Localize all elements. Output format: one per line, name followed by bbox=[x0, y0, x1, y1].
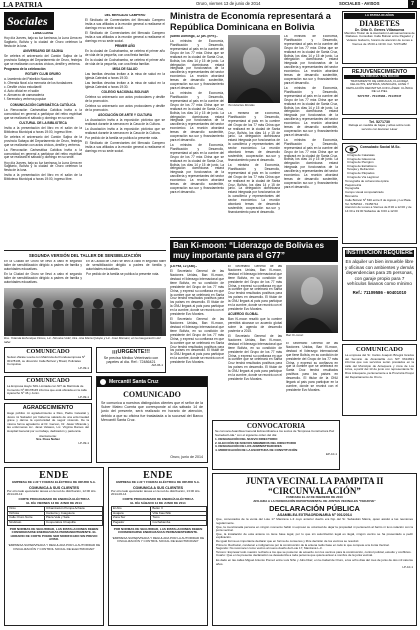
institucion-ref: Ref.: 71109586 - 60401010 bbox=[352, 289, 407, 295]
ende-zones-table bbox=[7, 506, 103, 525]
primer-body-extra: En la ciudad de Cochabamba, se celebra el primer año de vida de la pequeña, con una fiesta familiar. bbox=[85, 58, 165, 66]
junta-point: Segundo: No reconocer como vecino al nuevo dueño del Lote 17, Manzana L-3. bbox=[216, 546, 323, 551]
comunicado-nelson bbox=[4, 347, 92, 373]
rejuv-body: TRATAMIENTO DE ARRUGAS, FLACIDEZ, CELULITIS, ESTRÍAS, MANCHAS, ACNÉ Y DEPILACIÓN DEFINITIVA CON LÁSER. CLÍNICA DE LA PIEL bbox=[346, 78, 413, 94]
ende-heading: COMUNICA A SUS CLIENTES bbox=[28, 485, 80, 490]
junta-point: Cuarto: Que en la presente declaración se desautoriza a toda persona que quiera actuar a nombre de la junta vecinal. bbox=[216, 553, 373, 558]
comunicado-heading: COMUNICADO bbox=[26, 349, 70, 355]
ministra-headline: Ministra de Economía representará a República Dominicana en Bolivia bbox=[170, 11, 331, 32]
primer-body: En la ciudad de Cochabamba, se celebra el primer año de vida de la pequeña, con una fiesta familiar. bbox=[85, 49, 165, 57]
colegio-body: Celebra su aniversario con actos protocolares y desfile de la promoción. bbox=[85, 95, 165, 104]
mercantil-name: Mercantil Santa Cruz bbox=[109, 379, 159, 385]
sociales-column-1 bbox=[4, 32, 82, 248]
pedido-body: Por pedido de la familia se publica la presente nota. bbox=[85, 136, 159, 141]
issue-date: Oruro, viernes 13 de junio de 2014 bbox=[196, 1, 261, 6]
carismatica-body-extra: La Renovación Carismática Católica invita a la comunidad en general a participar del retiro espiritual que se realizará el sábado y domingo en su sede. bbox=[4, 147, 82, 160]
ende-schedule-heading: CORTE PROGRAMADO DE ENERGÍA ELÉCTRICA bbox=[122, 496, 194, 501]
consulado-address: Calle Bolívar Nº 630 entre 6 de Agosto y La Plata. Tel. 5252510 - 72456712 bbox=[345, 198, 412, 206]
portrait-silhouette bbox=[286, 265, 338, 333]
list-item: f. Serenata y verbena popular bbox=[4, 96, 46, 101]
list-item: d. Acto oficial en el salón bbox=[4, 88, 40, 93]
ministra-body-extra2: La ministra de Economía, Planificación y Desarrollo, representará al país en la cumbre del Grupo de los 77 más China que se realizará en la ciudad de Santa Cruz, Bolivia, los días 14 y 15 de junio. La delegación dominicana estará integrada por funcionarios de la cancillería y representantes del sector económico. La reunión abordará temas de desarrollo sostenible, cooperación sur-sur y financiamiento para el desarrollo. bbox=[170, 143, 224, 194]
aniversario-heading: ANIVERSARIO DE SAJINA bbox=[22, 49, 64, 53]
aniversario-body: Se celebra el aniversario del Cantón Sajina de la provincia Sabaya del Departamento de Oruro, festejos que se realizarán con actos cívicos, desfile y verbena. bbox=[4, 54, 82, 66]
table-cell: Calle Oruro Norte bbox=[8, 516, 45, 521]
misa-body: Las familias devotas invitan a la misa de salud en la Iglesia Catedral a horas 19:30. bbox=[85, 72, 165, 80]
bank-logo-icon bbox=[100, 379, 106, 385]
ende-body: Por otro lado ejecutarán tareas en la red de distribución, 13:00 Hrs. 2014-06-14 bbox=[111, 488, 201, 497]
list-item: Cirugía de Glaucoma bbox=[347, 156, 376, 161]
luna-heading: LUNA LLENA bbox=[32, 32, 54, 35]
ministra-body-extra: La ministra de Economía, Planificación y Desarrollo, representará al país en la cumbre del Grupo de los 77 más China que se realizará en la ciudad de Santa Cruz, Bolivia, los días 14 y 15 de junio. La delegación dominicana estará integrada por funcionarios de la cancillería y representantes del sector económico. La reunión abordará temas de desarrollo sostenible, cooperación sur-sur y financiamiento para el desarrollo. bbox=[228, 162, 280, 214]
ende-company: EMPRESA DE LUZ Y FUERZA ELÉCTRICA DE ORURO S.A. bbox=[116, 480, 200, 484]
urgente-ad bbox=[96, 347, 166, 373]
banki-body-extra: El Secretario General de las Naciones Unidas, Ban Ki-moon, destacó el liderazgo internacional que tiene Bolivia, en su condición de presidente del Grupo de los 77 más China, y expresó su confianza en que la cumbre que se celebrará en Santa Cruz tendrá resultados positivos para los países en desarrollo. El titular de la ONU llegará al país para participar en la cumbre, donde se reunirá con el presidente Evo Morales. bbox=[228, 333, 282, 381]
banki-column-2 bbox=[228, 265, 282, 415]
convocatoria-body: Se convoca Asamblea General Extraordinaria a los socios de "Empresa Constructora Paz Sociedad Ltda." con el siguiente orden del día: bbox=[215, 429, 335, 437]
carismatica-body: La Renovación Carismática Católica invita a la comunidad en general a participar del retiro espiritual que se realizará el sábado y domingo en su sede. bbox=[4, 107, 82, 120]
misa-body-extra: Las familias devotas invitan a la misa de salud en la Iglesia Catedral a horas 19:30. bbox=[85, 81, 165, 89]
cultural-body-extra: Se celebra el aniversario del Cantón Sajina de la provincia Sabaya del Departamento de Oruro, festejos que se realizarán con actos cívicos, desfile y verbena. bbox=[4, 134, 82, 147]
ende-company: EMPRESA DE LUZ Y FUERZA ELÉCTRICA DE ORURO S.A. bbox=[12, 480, 96, 484]
list-item: 1. DESIGNACIÓN DEL NUEVO DIRECTORIO bbox=[215, 437, 278, 442]
cultural-heading: CULTURAL DE LA BIBLIOTECA bbox=[19, 120, 67, 125]
comunicado-hayto bbox=[4, 376, 92, 400]
table-cell: Urbanización Pumpa Achieta bbox=[45, 507, 103, 512]
comunicado-heading: COMUNICADO bbox=[356, 346, 403, 353]
agradecimiento-heading: AGRADECIMIENTO bbox=[22, 405, 74, 411]
junta-intro: Que, convocados de la venta del Lote 17 Manzana L-3 cuyo anterior dueño era hijo del Sr. Sebastián Marca, quien asistió a las reuniones regularmente. bbox=[216, 517, 413, 525]
cultural-body-extra2: Invita a la presentación del libro en el salón de la Biblioteca Municipal a horas 19:00, ingreso libre. bbox=[4, 173, 82, 182]
paper-name: LA PATRIA bbox=[3, 0, 43, 9]
diabetes-title: DIABETES bbox=[359, 18, 400, 28]
table-cell: Cooperativa Chuquilla bbox=[45, 520, 103, 525]
ende-body: Por otro lado ejecutarán tareas en la red de distribución, 12:00 Hrs. 2014-06-13 bbox=[7, 488, 97, 497]
list-item: a. Izamiento del Pabellón Nacional bbox=[4, 77, 54, 82]
ende-regulator: “EMPRESA SUPERVISADA Y REGULADA POR LA AUTORIDAD DE FISCALIZACIÓN Y CONTROL SOCIAL DE ELECTRICIDAD” bbox=[7, 542, 101, 551]
table-row bbox=[112, 520, 207, 525]
urgente-heading: ¡¡¡URGENTE!!! bbox=[112, 349, 150, 355]
mercantil-body: Se comunica a nuestros distinguidos clientes que el señor de la Suber Mateo Cuenta que corresponde al día sábado 14 de junio del presente, será realizado en horario de atención, debido a que su oficina fue trasladada a la sucursal del Banco Mercantil Santa Cruz. bbox=[101, 401, 203, 422]
agradecimiento-ad bbox=[4, 403, 92, 463]
comunicado-body: La empresa del Sr. Carlos Joaquín Briegrá Grados del Servicio de Alcantarilla con NIT 6614821 informa que sus servicios serán prestados en la calle del Municipio de Antequera y zona de Los Lirios, a partir del 13 de junio con representante Sr. Ríos Antequera, perteneciente a la Provincia Poopó del Departamento de Oruro. bbox=[345, 353, 414, 379]
table-cell: El Alto bbox=[112, 507, 151, 512]
comunicado-heading: COMUNICADO bbox=[26, 378, 70, 384]
page-number: 7 bbox=[408, 0, 417, 8]
list-item: Biometría bbox=[345, 193, 358, 198]
junta-paragraph: Que, la mencionada persona en ningún momento habló ni expresó su voluntad de dejar la propiedad ni perteneció al barrio ni tuvo relación con la junta vecinal. bbox=[216, 524, 413, 533]
ende-zones-table bbox=[111, 506, 207, 525]
bienes-body: Rebaja en medida de bajas y alzas sobre todo servicio con Escáner Láser bbox=[348, 123, 411, 131]
mercantil-heading: COMUNICADO bbox=[123, 390, 181, 399]
rotary-heading: ROTARY CLUB ORURO bbox=[25, 72, 61, 77]
ministra-body: La ministra de Economía, Planificación y Desarrollo, representará al país en la cumbre del Grupo de los 77 más China que se realizará en la ciudad de Santa Cruz, Bolivia, los días 14 y 15 de junio. La delegación dominicana estará integrada por funcionarios de la cancillería y representantes del sector económico. La reunión abordará temas de desarrollo sostenible, cooperación sur-sur y financiamiento para el desarrollo. bbox=[170, 39, 224, 90]
list-item: Cirugía de Vía Lagrimal bbox=[347, 174, 379, 179]
taller-text-extra: En la Ciudad de Oruro se llevó a cabo el segundo taller de sensibilización dirigido a padres de familia y autoridades educativas. bbox=[4, 271, 82, 284]
ministra-column-3 bbox=[284, 35, 338, 235]
bienes-title: Tel. 5271730 bbox=[369, 120, 390, 124]
banki-subhead: ACUERDO GLOBAL bbox=[228, 312, 259, 317]
taller-text: En la Ciudad de Oruro se llevó a cabo el segundo taller de sensibilización dirigido a padres de familia y autoridades educativas. bbox=[86, 260, 166, 271]
list-item: 3. DESIGNACIÓN DE LOS ADMINISTRADORES bbox=[215, 444, 282, 449]
ministra-caption: Temístocles Montás bbox=[228, 103, 255, 107]
misa-heading: MISA DE SALUD bbox=[112, 67, 138, 71]
institucion-body: En alquiler un bien inmueble libre y oficinas con ambientes y demás dependencias para 25 personas, con garaje propio para 7 vehículos livianos como mínimo bbox=[345, 259, 414, 287]
mercado-body-extra2: El Sindicato de Comerciantes del Mercado Campero invita a sus afiliados a la reunión general a realizarse el domingo en su sede social. bbox=[85, 141, 165, 154]
ende-schedule-heading: CORTE PROGRAMADO DE ENERGÍA ELÉCTRICA bbox=[18, 496, 90, 501]
table-cell: Huajara bbox=[112, 511, 151, 516]
ministra-body-extra: La ministra de Economía, Planificación y Desarrollo, representará al país en la cumbre del Grupo de los 77 más China que se realizará en la ciudad de Santa Cruz, Bolivia, los días 14 y 15 de junio. La delegación dominicana estará integrada por funcionarios de la cancillería y representantes del sector económico. La reunión abordará temas de desarrollo sostenible, cooperación sur-sur y financiamiento para el desarrollo. bbox=[170, 91, 224, 142]
ministra-body-extra: La ministra de Economía, Planificación y Desarrollo, representará al país en la cumbre del Grupo de los 77 más China que se realizará en la ciudad de Santa Cruz, Bolivia, los días 14 y 15 de junio. La delegación dominicana estará integrada por funcionarios de la cancillería y representantes del sector económico. La reunión abordará temas de desarrollo sostenible, cooperación sur-sur y financiamiento para el desarrollo. bbox=[284, 85, 338, 137]
junta-paragraph: De igual forma es importante declarar que en forma de consenso y libre decisión de los vecinos se resolvió: bbox=[216, 538, 360, 543]
programa-heading: Programa de la celebración bbox=[4, 67, 46, 71]
table-cell: Toms bbox=[151, 516, 207, 521]
ende-schedule-date: EL DÍA VIERNES 13 DE JUNIO DE 2014 bbox=[26, 500, 82, 505]
divider bbox=[170, 237, 338, 238]
rejuv-subtitle: SIN CIRUGÍA Y SIN DOLOR bbox=[344, 75, 415, 79]
banki-body-extra: El Secretario General de las Naciones Unidas, Ban Ki-moon, destacó el liderazgo internacional que tiene Bolivia, en su condición de presidente del Grupo de los 77 más China, y expresó su confianza en que la cumbre que se celebrará en Santa Cruz tendrá resultados positivos para los países en desarrollo. El titular de la ONU llegará al país para participar en la cumbre, donde se reunirá con el presidente Evo Morales. bbox=[170, 317, 224, 365]
table-cell: Pagador bbox=[112, 520, 151, 525]
junta-point: Primero: Rechazar, condenar e indignarnos por la construcción de la antena radio base en todo lo que compete a la Junta Vecinal. bbox=[216, 542, 390, 547]
agradecimiento-body: Hago público mi agradecimiento a Dios, Padre Celestial y Jesús mi Salvador por haberme salvado de una enfermedad grave y darme la oportunidad de seguir viviendo. De la misma forma agradezco al Dr. Gerson, Dr. Javier Miranda y las enfermeras Lic. Janet Velasco, Lic. Virginia Ramos del Hospital General por su trabajo, dedicación y paciencia. bbox=[7, 411, 89, 433]
table-cell: Cochabamba bbox=[151, 520, 207, 525]
header-bar bbox=[0, 0, 420, 9]
junta-affiliation: AFILIADA A LA FEDERACIÓN DEPARTAMENTAL DE JUNTAS VECINALES “FEDJUVE” bbox=[253, 498, 376, 503]
declaracion-heading: DECLARACIÓN PÚBLICA bbox=[269, 504, 360, 514]
colegio-body-extra: Celebra su aniversario con actos protocolares y desfile de la promoción. bbox=[85, 104, 165, 113]
taller-caption: Dra. Yolanda Echenique Flores, Lic. Ninoska Veliz, Dra. Ana María Quispe y Lic. José Mamani, en la inauguración del taller. bbox=[4, 336, 161, 344]
ende-warning: POR NORMAS DE SEGURIDAD, LAS INSTALACIONES DEBEN CONSIDERARSE ENERGIZADAS PERMANENTEMENTE. EL HORARIO DE CORTE PUEDE SER MODIFICADO SIN PREVIO AVISO. bbox=[9, 526, 99, 542]
taller-title: SEGUNDA VERSIÓN DEL TALLER DE SENSIBILIZACIÓN bbox=[28, 253, 142, 258]
consulado-ad bbox=[342, 143, 417, 244]
agradecimiento-closing: Atentamente: bbox=[39, 433, 57, 438]
diabetes-ad bbox=[342, 11, 417, 64]
table-cell: Villa Kauchillo bbox=[151, 511, 207, 516]
banki-dateline: (La Paz, 12 (ABI).- bbox=[170, 265, 197, 268]
institucion-title: INSTITUCIÓN REQUIERE bbox=[346, 250, 413, 256]
cultural-body: Invita a la presentación del libro en el salón de la Biblioteca Municipal a horas 19:00, ingreso libre. bbox=[4, 125, 82, 134]
ende-warning: POR NORMAS DE SEGURIDAD, LAS INSTALACIONES DEBEN CONSIDERARSE ENERGIZADAS PERMANENTEMENTE. bbox=[113, 526, 203, 535]
ende-logo: ENDE bbox=[143, 470, 173, 481]
list-item: Cirugía de Párpados bbox=[347, 170, 375, 175]
mercado-body: El Sindicato de Comerciantes del Mercado Campero invita a sus afiliados a la reunión general a realizarse el domingo en su sede social. bbox=[85, 18, 165, 30]
list-item: b. Ofrenda floral a la memoria de los fundadores bbox=[4, 81, 73, 86]
asamblea-subheading: ASAMBLEA EXTRAORDINARIA Nº 001/2014 bbox=[277, 513, 352, 518]
program-list bbox=[4, 78, 82, 101]
luna-body-extra: Hoy día Jueves, bajo su luz luminosa, la Luna Llena en Sagitario, Bolivia y la ciudad de Oruro celebran la fiesta de la luna. bbox=[4, 160, 82, 173]
ad-code: LP-09-1 bbox=[78, 394, 89, 399]
taller-body-2 bbox=[86, 260, 166, 286]
list-item: e. Almuerzo de camaradería bbox=[4, 92, 45, 97]
list-item: Campo visual computarizado bbox=[345, 189, 384, 194]
junta-closing: Es dado en las calles Miguel Antonio Pomez entre Luis Niño y Julio Díaz, en la ciudad de Oruro, a los ocho días del mes de junio de dos mil catorce años. bbox=[216, 557, 413, 566]
table-cell: Zona Sur bbox=[112, 516, 151, 521]
diabetes-topline: LA PATRIA 80 AÑOS bbox=[344, 13, 415, 19]
asociacion-heading: ASOCIACIÓN DE ARTE Y CULTURA bbox=[97, 113, 153, 118]
convocatoria-heading: CONVOCATORIA bbox=[246, 422, 306, 430]
ende-regulator: “EMPRESA SUPERVISADA Y REGULADA POR LA AUTORIDAD DE FISCALIZACIÓN Y CONTROL SOCIAL DE ELECTRICIDAD” bbox=[111, 535, 205, 544]
ende-notice-2 bbox=[108, 467, 208, 626]
convocatoria-ad bbox=[212, 420, 340, 470]
mercado-body-extra: El Sindicato de Comerciantes del Mercado Campero invita a sus afiliados a la reunión general a realizarse el domingo en su sede social. bbox=[85, 31, 165, 43]
rejuv-title: REJUVENECIMIENTO bbox=[351, 69, 408, 75]
ende-notice-1 bbox=[4, 467, 104, 626]
banki-sub-body: Ban Ki-moon resaltó que la cumbre permitirá alcanzar un acuerdo global sobre la agenda de desarrollo posterior a 2015. bbox=[228, 317, 282, 333]
list-item: Paquimetría bbox=[345, 182, 362, 187]
table-row bbox=[8, 520, 103, 525]
list-item: Terapia y Refracción bbox=[347, 167, 375, 172]
ad-code: LP-09-1 bbox=[78, 440, 89, 445]
sociales-banner bbox=[4, 12, 54, 30]
banki-column-3 bbox=[286, 342, 338, 415]
comunicado-empresa bbox=[342, 344, 417, 416]
people-silhouettes bbox=[4, 288, 166, 336]
taller-group-photo bbox=[4, 288, 166, 336]
list-item: Topografía bbox=[345, 186, 360, 191]
convocatoria-agenda bbox=[215, 438, 337, 452]
ende-logo: ENDE bbox=[39, 470, 69, 481]
bienes-ad bbox=[342, 118, 417, 140]
comunicado-body: La Empresa Hayto SRL Limitada con NIT de Matrícula de Comercio Nº 00178145 informa que está ubicada en la calle Ayacucho Nº 46 y Junín. bbox=[7, 384, 87, 396]
rejuvenecimiento-ad bbox=[342, 67, 417, 115]
consulado-services bbox=[347, 154, 414, 179]
sociales-title: Sociales bbox=[7, 14, 48, 28]
ministra-photo bbox=[228, 35, 280, 103]
divider bbox=[4, 250, 166, 251]
comunicado-body: Nelson Zárate Loeza con Matrícula del Fundesempresa Nº 00178136, su dirección Calle Bolívar y Brasil, Policiales Compulsa. bbox=[7, 355, 86, 367]
list-item: Cirugía de Estrabismo bbox=[347, 163, 377, 168]
ad-code: LP-09-1 bbox=[78, 365, 89, 370]
table-cell: Cantería y Cuaguiera bbox=[45, 511, 103, 516]
banki-body: El Secretario General de las Naciones Unidas, Ban Ki-moon, destacó el liderazgo internacional que tiene Bolivia, en su condición de presidente del Grupo de los 77 más China, y expresó su confianza en que la cumbre que se celebrará en Santa Cruz tendrá resultados positivos para los países en desarrollo. El titular de la ONU llegará al país para participar en la cumbre, donde se reunirá con el presidente Evo Morales. bbox=[228, 265, 282, 311]
diabetes-body: Miembro Titular de la Asociación Latinoamericana de Diabetes. Consultas: Calle Bolívar entre Pagador y Velasco Galvarro, horario de atención de Lunes a Viernes de 15:00 a 19:30. Cel. 72371282 bbox=[344, 30, 415, 46]
table-cell: Sindicato bbox=[8, 520, 45, 525]
table-cell: Vinto bbox=[8, 507, 45, 512]
consulado-exams bbox=[345, 180, 414, 198]
junta-title: JUNTA VECINAL LA PAMPITA II “CIRCUNVALACIÓN” bbox=[245, 476, 384, 496]
section-label: SOCIALES - AVISOS bbox=[339, 1, 380, 6]
asociacion-body: La Asociación invita a la exposición pictórica que se realizará durante la semana en la Casa de la Cultura. bbox=[85, 118, 165, 127]
ministra-dateline: (Santo Domingo, 12 jun. (EFE).- bbox=[170, 35, 218, 38]
ministra-body-extra2: La ministra de Economía, Planificación y Desarrollo, representará al país en la cumbre del Grupo de los 77 más China que se realizará en la ciudad de Santa Cruz, Bolivia, los días 14 y 15 de junio. La delegación dominicana estará integrada por funcionarios de la cancillería y representantes del sector económico. La reunión abordará temas de desarrollo sostenible, cooperación sur-sur y financiamiento para el desarrollo. bbox=[284, 137, 338, 189]
list-item: c. Desfile cívico estudiantil bbox=[4, 85, 42, 89]
list-item: 2. ELECCIÓN DE NUEVOS MIEMBROS DEL DIRECTORIO bbox=[215, 440, 297, 445]
asociacion-body-extra: La Asociación invita a la exposición pictórica que se realizará durante la semana en la Casa de la Cultura. bbox=[85, 127, 165, 136]
mercantil-footer: Oruro, junio de 2014 bbox=[170, 454, 203, 459]
consulado-title: Consulado Social M.Sc. bbox=[360, 145, 401, 149]
institucion-ad bbox=[342, 247, 417, 341]
taller-body-1 bbox=[4, 260, 82, 286]
list-item: 4. MODIFICACIÓN DE LA ESCRITURA DE CONSTITUCIÓN bbox=[215, 447, 298, 452]
primer-heading: PRIMER AÑO bbox=[114, 43, 136, 48]
ministra-column-1 bbox=[170, 35, 224, 235]
ende-heading: COMUNICA A SUS CLIENTES bbox=[132, 485, 184, 490]
mercado-heading: DEL MERCADO CAMPERO bbox=[104, 14, 146, 17]
agradecimiento-signer: Sra. Rosa Nuñez bbox=[36, 437, 60, 442]
ad-code: EP-10-1 bbox=[325, 451, 337, 456]
table-cell: Belén II bbox=[151, 507, 207, 512]
junta-founded: FUNDADA EL 22 DE FEBRERO DE 2010 bbox=[286, 495, 343, 499]
banki-body: El Secretario General de las Naciones Unidas, Ban Ki-moon, destacó el liderazgo internacional que tiene Bolivia, en su condición de presidente del Grupo de los 77 más China, y expresó su confianza en que la cumbre que se celebrará en Santa Cruz tendrá resultados positivos para los países en desarrollo. El titular de la ONU llegará al país para participar en la cumbre, donde se reunirá con el presidente Evo Morales. bbox=[286, 342, 338, 392]
sociales-column-2 bbox=[85, 14, 165, 248]
table-cell: Plaza Vela y Sala bbox=[45, 516, 103, 521]
luna-body: Hoy día Jueves, bajo su luz luminosa, la Luna Llena en Sagitario, Bolivia y la ciudad de Oruro celebran la fiesta de la luna. bbox=[4, 36, 82, 48]
junta-paragraph: Que, la instalación de esta antena no tiene base legal, por lo que sin autorización legal es ilegal, ningún vecino se ha presentado a pedir explicación. bbox=[216, 531, 413, 540]
ende-schedule-date: EL DÍA SÁBADO 14 DE JUNIO DE 2014 bbox=[130, 500, 186, 505]
banki-caption: Ban Ki-moon bbox=[286, 333, 304, 337]
banki-body: El Secretario General de las Naciones Unidas, Ban Ki-moon, destacó el liderazgo internacional que tiene Bolivia, en su condición de presidente del Grupo de los 77 más China, y expresó su confianza en que la cumbre que se celebrará en Santa Cruz tendrá resultados positivos para los países en desarrollo. El titular de la ONU llegará al país para participar en la cumbre, donde se reunirá con el presidente Evo Morales. bbox=[170, 269, 224, 317]
diabetes-doctor: Dr. Otto G. Gerres Villanueva bbox=[354, 27, 405, 32]
junta-point: Tercero: Expresar todo nuestro rechazo a los que se pusieron de acuerdo con los vecinos para la construcción, control policial, estudio y conflictos. bbox=[216, 549, 412, 554]
banki-headline: Ban Ki-moon: “Liderazgo de Bolivia es muy importante para el G77” bbox=[170, 240, 338, 262]
ad-code: LP-10-1 bbox=[402, 565, 413, 570]
carismatica-heading: COMUNICACIÓN CARISMÁTICA CATÓLICA bbox=[10, 102, 76, 107]
taller-text-extra: Por pedido de la familia se publica la presente nota. bbox=[86, 271, 160, 276]
list-item: Tomografía de coherencia óptica bbox=[345, 179, 389, 184]
colegio-heading: COLEGIO NACIONAL BOLIVAR bbox=[101, 90, 149, 95]
rejuv-phone: 5271767 - 70147984 - 70147647 bbox=[357, 93, 402, 98]
list-item: Cirugía de Cataratas bbox=[347, 153, 375, 157]
banki-photo bbox=[286, 265, 338, 333]
portrait-silhouette bbox=[228, 35, 280, 103]
consulado-hours: Atención de Lunes a Viernes de 8:30 a 12:00 y de 14:30 a 19:00 Sábados de 9:00 a 12:00 bbox=[345, 205, 412, 213]
ministra-body: La ministra de Economía, Planificación y Desarrollo, representará al país en la cumbre del Grupo de los 77 más China que se realizará en la ciudad de Santa Cruz, Bolivia, los días 14 y 15 de junio. La delegación dominicana estará integrada por funcionarios de la cancillería y representantes del sector económico. La reunión abordará temas de desarrollo sostenible, cooperación sur-sur y financiamiento para el desarrollo. bbox=[228, 112, 280, 162]
ministra-body: La ministra de Economía, Planificación y Desarrollo, representará al país en la cumbre del Grupo de los 77 más China que se realizará en la ciudad de Santa Cruz, Bolivia, los días 14 y 15 de junio. La delegación dominicana estará integrada por funcionarios de la cancillería y representantes del sector económico. La reunión abordará temas de desarrollo sostenible, cooperación sur-sur y financiamiento para el desarrollo. bbox=[284, 35, 338, 85]
ad-code: AM-06-1 bbox=[151, 362, 163, 367]
ministra-column-2 bbox=[228, 112, 280, 235]
taller-text: En la Ciudad de Oruro se llevó a cabo el segundo taller de sensibilización dirigido a padres de familia y autoridades educativas. bbox=[4, 260, 82, 271]
urgente-body: Se precisa Médico Veterinario con papeles al día. Ref.: 72486421 bbox=[103, 355, 159, 364]
junta-vecinal-declaration bbox=[212, 473, 417, 626]
table-cell: Vichota bbox=[8, 511, 45, 516]
list-item: Cirugía de Pterigión bbox=[347, 160, 374, 165]
banki-column-1 bbox=[170, 265, 224, 415]
